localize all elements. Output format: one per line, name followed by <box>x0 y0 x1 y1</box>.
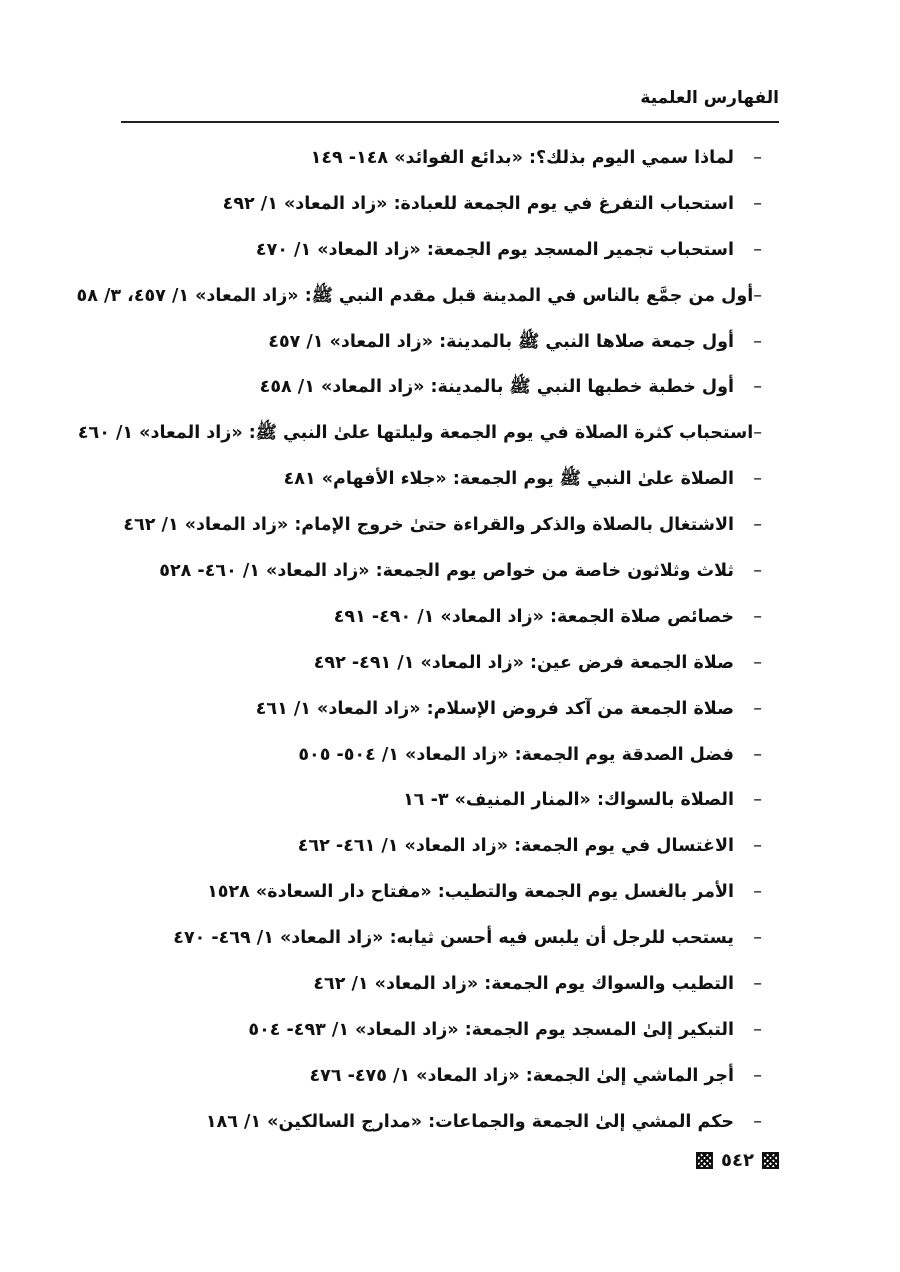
entry-text: الاشتغال بالصلاة والذكر والقراءة حتىٰ خروج الإمام: «زاد المعاد» ١/ ٤٦٢ <box>123 515 734 536</box>
entry-dash: – <box>753 1065 762 1086</box>
entry-text: أجر الماشي إلىٰ الجمعة: «زاد المعاد» ١/ ٤٧٥- ٤٧٦ <box>309 1065 734 1086</box>
header-divider <box>121 121 779 123</box>
entry-dash: – <box>753 377 762 398</box>
index-entry <box>77 411 762 457</box>
entry-text: استحباب التفرغ في يوم الجمعة للعبادة: «زاد المعاد» ١/ ٤٩٢ <box>222 193 734 214</box>
index-entry <box>102 136 762 182</box>
entry-text: فضل الصدقة يوم الجمعة: «زاد المعاد» ١/ ٥٠٤- ٥٠٥ <box>298 744 734 765</box>
entry-text: يستحب للرجل أن يلبس فيه أحسن ثيابه: «زاد المعاد» ١/ ٤٦٩- ٤٧٠ <box>173 928 734 949</box>
page-footer <box>696 1150 779 1171</box>
entry-text: الصلاة بالسواك: «المنار المنيف» ٣- ١٦ <box>403 790 734 811</box>
entry-dash: – <box>753 882 762 903</box>
entry-dash: – <box>753 744 762 765</box>
entry-text: التبكير إلىٰ المسجد يوم الجمعة: «زاد المعاد» ١/ ٤٩٣- ٥٠٤ <box>248 1019 734 1040</box>
entry-text: استحباب كثرة الصلاة في يوم الجمعة وليلتها علىٰ النبي ﷺ: «زاد المعاد» ١/ ٤٦٠ <box>77 423 754 444</box>
entry-text: حكم المشي إلىٰ الجمعة والجماعات: «مدارج السالكين» ١/ ١٨٦ <box>205 1111 734 1132</box>
index-entry <box>102 228 762 274</box>
index-entry <box>102 687 762 733</box>
entry-text: الاغتسال في يوم الجمعة: «زاد المعاد» ١/ ٤٦١- ٤٦٢ <box>297 836 734 857</box>
entry-dash: – <box>753 928 762 949</box>
index-entry <box>102 1054 762 1100</box>
entry-dash: – <box>753 331 762 352</box>
entry-dash: – <box>753 515 762 536</box>
entry-dash: – <box>753 790 762 811</box>
index-entry <box>102 641 762 687</box>
entry-dash: – <box>753 285 762 306</box>
entry-text: أول خطبة خطبها النبي ﷺ بالمدينة: «زاد المعاد» ١/ ٤٥٨ <box>259 377 734 398</box>
entry-dash: – <box>753 423 762 444</box>
entry-text: صلاة الجمعة من آكد فروض الإسلام: «زاد المعاد» ١/ ٤٦١ <box>255 698 734 719</box>
index-entry <box>102 824 762 870</box>
entry-dash: – <box>753 469 762 490</box>
entry-dash: – <box>753 652 762 673</box>
entry-text: لماذا سمي اليوم بذلك؟: «بدائع الفوائد» ١٤٨- ١٤٩ <box>310 148 734 168</box>
index-entry <box>102 870 762 916</box>
entry-dash: – <box>753 1019 762 1040</box>
entry-text: ثلاث وثلاثون خاصة من خواص يوم الجمعة: «زاد المعاد» ١/ ٤٦٠- ٥٢٨ <box>159 561 734 582</box>
entry-dash: – <box>753 561 762 582</box>
index-entry-list <box>76 136 762 1146</box>
running-header: الفهارس العلمية <box>640 88 779 108</box>
entry-dash: – <box>753 193 762 214</box>
entry-text: استحباب تجمير المسجد يوم الجمعة: «زاد المعاد» ١/ ٤٧٠ <box>255 239 734 260</box>
square-ornament-icon <box>696 1152 713 1169</box>
entry-dash: – <box>753 974 762 995</box>
entry-dash: – <box>753 1111 762 1132</box>
index-entry <box>102 916 762 962</box>
index-entry <box>102 778 762 824</box>
index-entry <box>102 320 762 366</box>
entry-text: صلاة الجمعة فرض عين: «زاد المعاد» ١/ ٤٩١- ٤٩٢ <box>313 652 734 673</box>
index-entry <box>102 1100 762 1146</box>
index-entry <box>102 595 762 641</box>
entry-dash: – <box>753 606 762 627</box>
index-entry <box>102 365 762 411</box>
entry-text: خصائص صلاة الجمعة: «زاد المعاد» ١/ ٤٩٠- ٤٩١ <box>333 606 734 627</box>
entry-dash: – <box>753 148 762 168</box>
entry-dash: – <box>753 239 762 260</box>
index-entry <box>102 503 762 549</box>
entry-dash: – <box>753 836 762 857</box>
entry-dash: – <box>753 698 762 719</box>
entry-text: أول من جمَّع بالناس في المدينة قبل مقدم النبي ﷺ: «زاد المعاد» ١/ ٤٥٧، ٣/ ٥٨ <box>76 285 754 306</box>
entry-text: الأمر بالغسل يوم الجمعة والتطيب: «مفتاح دار السعادة» ١٥٢٨ <box>207 882 734 903</box>
index-entry <box>102 457 762 503</box>
entry-text: أول جمعة صلاها النبي ﷺ بالمدينة: «زاد المعاد» ١/ ٤٥٧ <box>268 331 734 352</box>
index-entry <box>102 1008 762 1054</box>
index-entry <box>76 274 762 320</box>
square-ornament-icon <box>762 1152 779 1169</box>
index-entry <box>102 549 762 595</box>
index-entry <box>102 733 762 779</box>
index-entry <box>102 962 762 1008</box>
index-entry <box>102 182 762 228</box>
entry-text: الصلاة علىٰ النبي ﷺ يوم الجمعة: «جلاء الأفهام» ٤٨١ <box>283 469 734 490</box>
page-number: ٥٤٢ <box>721 1150 754 1171</box>
entry-text: التطيب والسواك يوم الجمعة: «زاد المعاد» ١/ ٤٦٢ <box>313 974 734 995</box>
